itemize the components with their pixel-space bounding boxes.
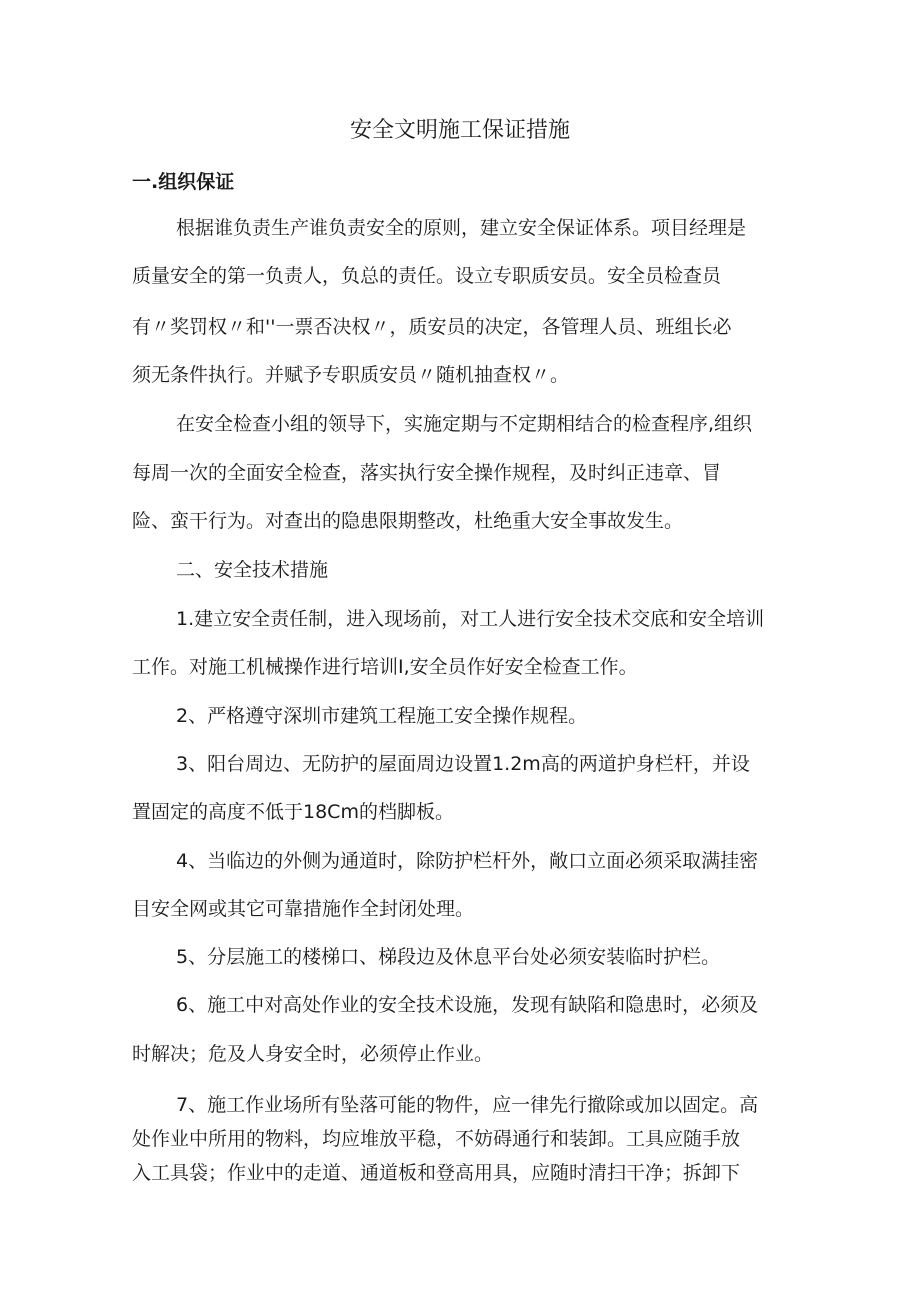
paragraph-line: 须无条件执行。并赋予专职质安员〃随机抽查权〃。: [132, 364, 570, 386]
paragraph-line: 4、当临边的外侧为通道时，除防护栏杆外，敞口立面必须采取满挂密: [176, 850, 759, 872]
paragraph-line: 6、施工中对高处作业的安全技术设施，发现有缺陷和隐患时，必须及: [176, 994, 759, 1016]
paragraph-line: 3、阳台周边、无防护的屋面周边设置1.2m高的两道护身栏杆，并设: [176, 753, 750, 775]
paragraph-line: 5、分层施工的楼梯口、梯段边及休息平台处必须安装临时护栏。: [176, 946, 721, 968]
section-heading-tech-measures: 二、安全技术措施: [176, 559, 329, 581]
paragraph-line: 处作业中所用的物料，均应堆放平稳，不妨碍通行和装卸。工具应随手放: [132, 1128, 741, 1150]
document-title: 安全文明施工保证措施: [349, 118, 570, 143]
paragraph-line: 有〃奖罚权〃和''一票否决权〃，质安员的决定，各管理人员、班组长必: [132, 316, 732, 338]
paragraph-line: 每周一次的全面安全检查，落实执行安全操作规程，及时纠正违章、冒: [132, 462, 722, 484]
paragraph-line: 在安全检查小组的领导下，实施定期与不定期相结合的检查程序,组织: [176, 413, 753, 435]
section-heading-organization: 一.组织保证: [132, 171, 235, 193]
paragraph-line: 险、蛮干行为。对查出的隐患限期整改，杜绝重大安全事故发生。: [132, 510, 684, 532]
paragraph-line: 7、施工作业场所有坠落可能的物件，应一律先行撤除或加以固定。高: [176, 1094, 759, 1116]
paragraph-line: 质量安全的第一负责人，负总的责任。设立专职质安员。安全员检查员: [132, 265, 722, 287]
paragraph-line: 根据谁负责生产谁负责安全的原则，建立安全保证体系。项目经理是: [176, 217, 747, 239]
paragraph-line: 1.建立安全责任制，进入现场前，对工人进行安全技术交底和安全培训: [176, 608, 765, 630]
paragraph-line: 时解决；危及人身安全时，必须停止作业。: [132, 1043, 494, 1065]
paragraph-line: 2、严格遵守深圳市建筑工程施工安全操作规程。: [176, 705, 588, 727]
paragraph-line: 工作。对施工机械操作进行培训I,安全员作好安全检查工作。: [132, 656, 638, 678]
paragraph-line: 目安全网或其它可靠措施作全封闭处理。: [132, 898, 475, 920]
paragraph-line: 入工具袋；作业中的走道、通道板和登高用具，应随时清扫干净；拆卸下: [132, 1162, 741, 1184]
paragraph-line: 置固定的高度不低于18Cm的档脚板。: [132, 801, 454, 823]
